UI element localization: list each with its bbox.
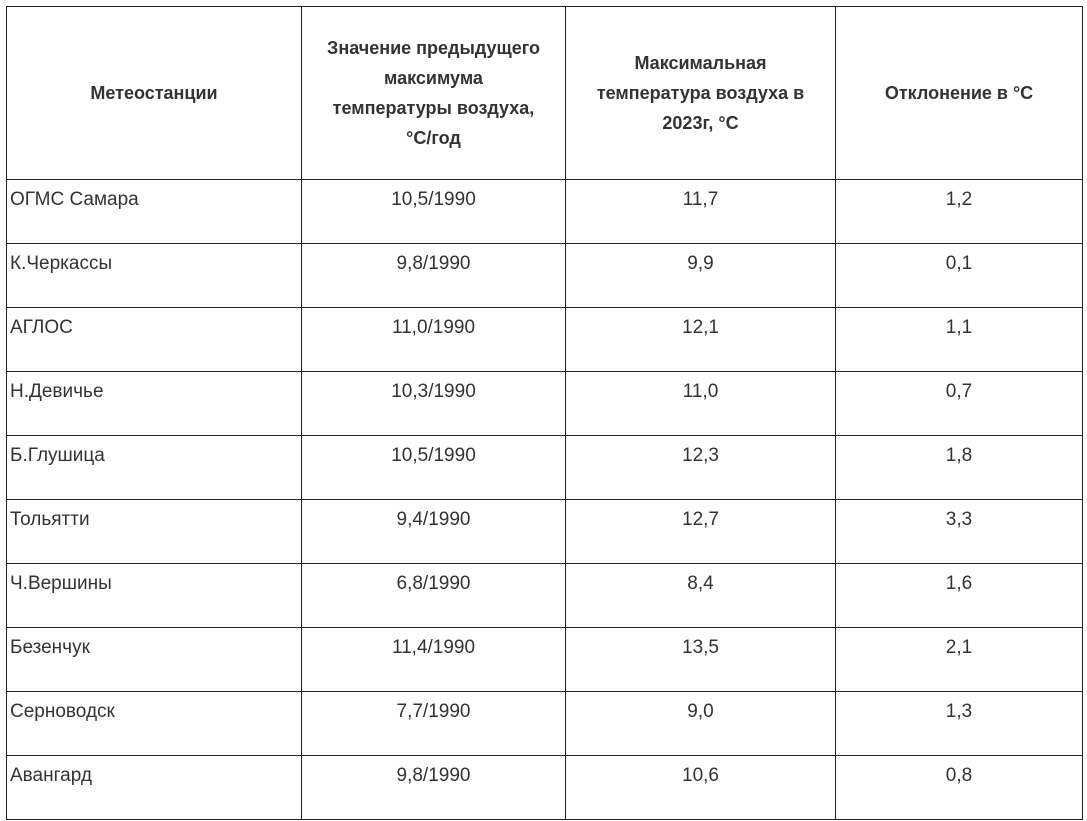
cell-previous-max: 9,4/1990 xyxy=(302,500,566,564)
cell-max-2023: 8,4 xyxy=(566,564,836,628)
cell-deviation: 0,8 xyxy=(836,756,1083,820)
header-deviation: Отклонение в °С xyxy=(836,7,1083,180)
header-max-2023: Максимальная температура воздуха в 2023г, °С xyxy=(566,7,836,180)
cell-max-2023: 11,7 xyxy=(566,180,836,244)
header-stations: Метеостанции xyxy=(7,7,302,180)
cell-deviation: 1,8 xyxy=(836,436,1083,500)
cell-previous-max: 10,3/1990 xyxy=(302,372,566,436)
cell-max-2023: 10,6 xyxy=(566,756,836,820)
table-row xyxy=(7,500,1083,564)
cell-station: АГЛОС xyxy=(7,308,302,372)
cell-max-2023: 11,0 xyxy=(566,372,836,436)
cell-deviation: 1,2 xyxy=(836,180,1083,244)
cell-station: Безенчук xyxy=(7,628,302,692)
cell-max-2023: 12,3 xyxy=(566,436,836,500)
cell-previous-max: 11,4/1990 xyxy=(302,628,566,692)
cell-station: Б.Глушица xyxy=(7,436,302,500)
cell-previous-max: 6,8/1990 xyxy=(302,564,566,628)
cell-deviation: 0,1 xyxy=(836,244,1083,308)
table-row xyxy=(7,244,1083,308)
cell-max-2023: 13,5 xyxy=(566,628,836,692)
cell-previous-max: 7,7/1990 xyxy=(302,692,566,756)
cell-previous-max: 10,5/1990 xyxy=(302,180,566,244)
table-row xyxy=(7,564,1083,628)
cell-station: Ч.Вершины xyxy=(7,564,302,628)
table-row xyxy=(7,436,1083,500)
cell-station: Серноводск xyxy=(7,692,302,756)
cell-station: Н.Девичье xyxy=(7,372,302,436)
cell-deviation: 0,7 xyxy=(836,372,1083,436)
header-row xyxy=(7,7,1083,180)
cell-previous-max: 9,8/1990 xyxy=(302,756,566,820)
cell-deviation: 1,6 xyxy=(836,564,1083,628)
cell-station: К.Черкассы xyxy=(7,244,302,308)
cell-deviation: 3,3 xyxy=(836,500,1083,564)
cell-station: Тольятти xyxy=(7,500,302,564)
header-previous-max: Значение предыдущего максимума температуры воздуха, °С/год xyxy=(302,7,566,180)
cell-station: Авангард xyxy=(7,756,302,820)
cell-station: ОГМС Самара xyxy=(7,180,302,244)
cell-previous-max: 9,8/1990 xyxy=(302,244,566,308)
cell-deviation: 1,1 xyxy=(836,308,1083,372)
cell-previous-max: 11,0/1990 xyxy=(302,308,566,372)
cell-max-2023: 12,7 xyxy=(566,500,836,564)
table-row xyxy=(7,628,1083,692)
table-row xyxy=(7,308,1083,372)
cell-max-2023: 9,0 xyxy=(566,692,836,756)
table-row xyxy=(7,692,1083,756)
cell-deviation: 2,1 xyxy=(836,628,1083,692)
cell-max-2023: 12,1 xyxy=(566,308,836,372)
temperature-table xyxy=(6,6,1083,820)
cell-previous-max: 10,5/1990 xyxy=(302,436,566,500)
table-row xyxy=(7,180,1083,244)
table-row xyxy=(7,756,1083,820)
cell-max-2023: 9,9 xyxy=(566,244,836,308)
cell-deviation: 1,3 xyxy=(836,692,1083,756)
table-row xyxy=(7,372,1083,436)
